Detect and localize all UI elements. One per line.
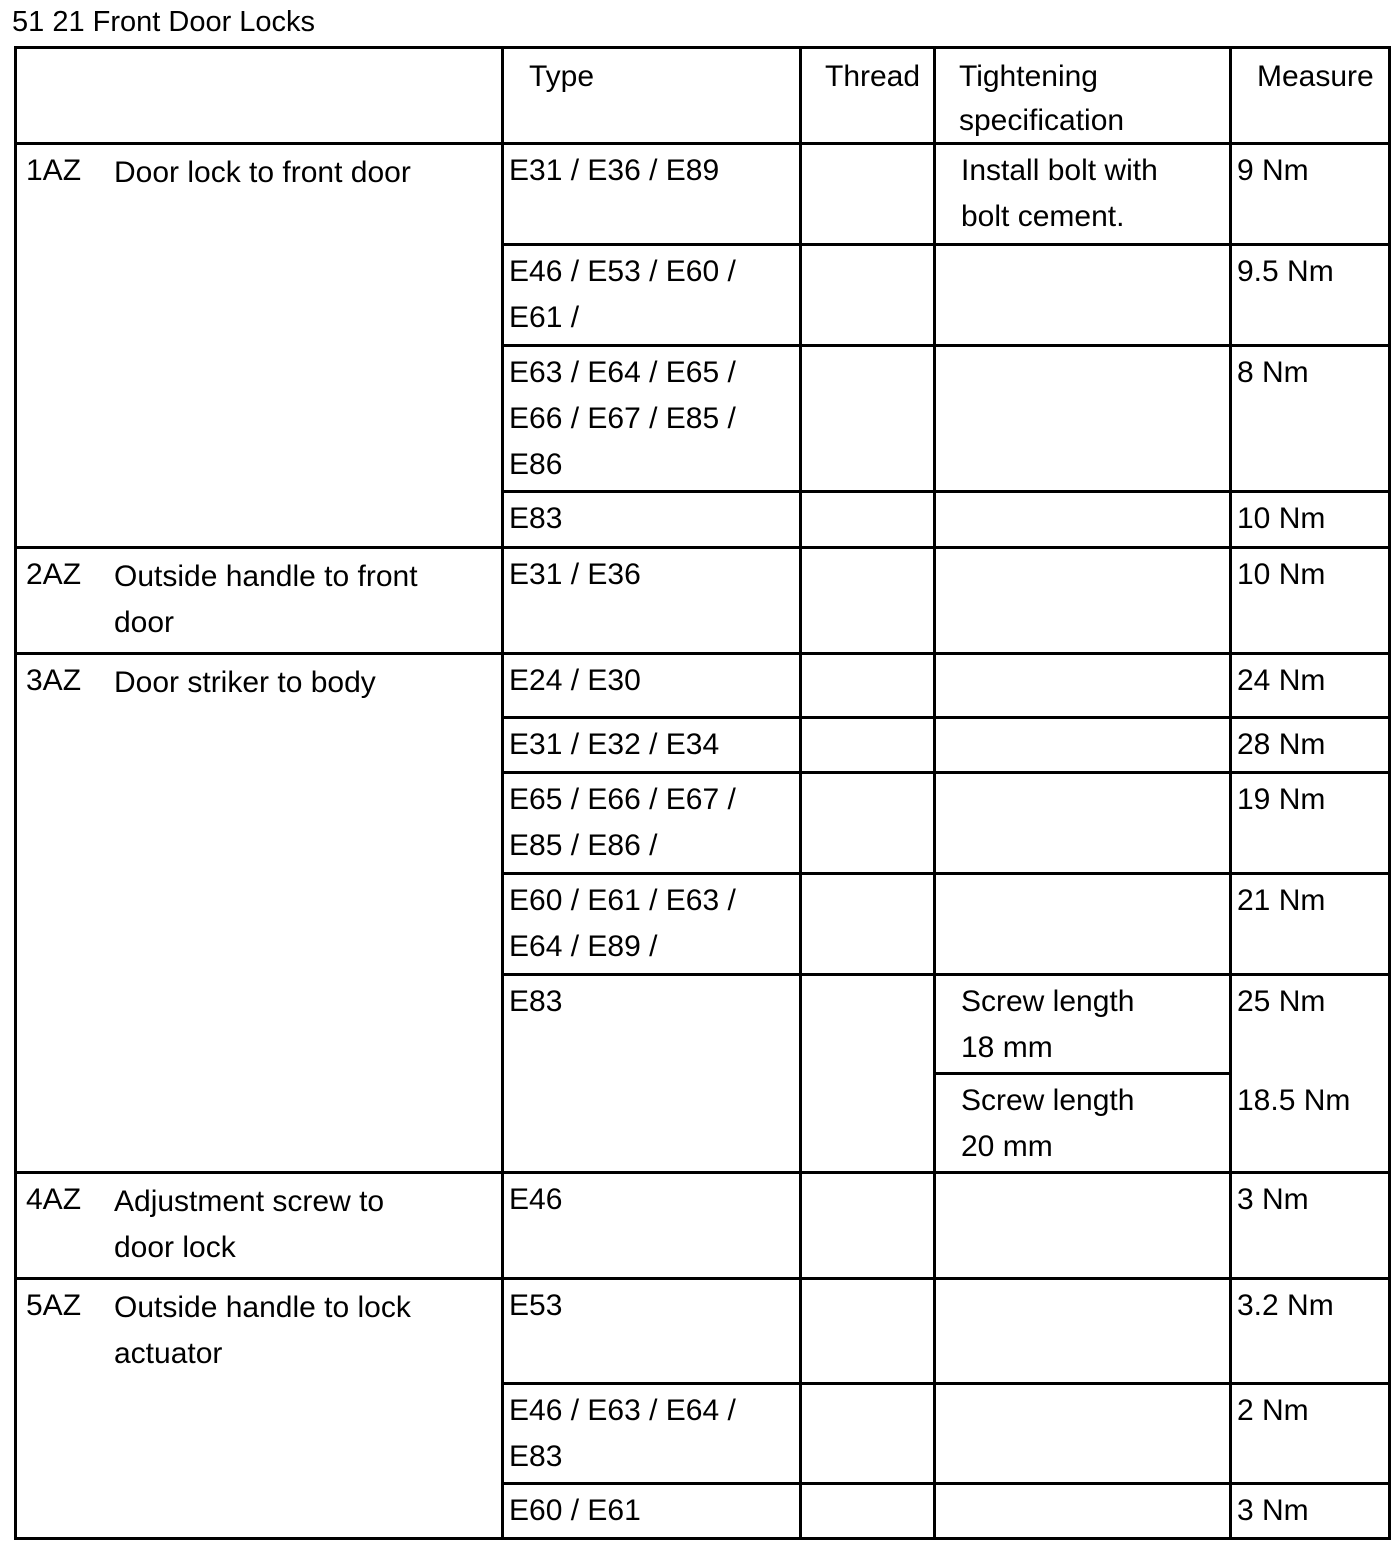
- type-cell: E46 / E53 / E60 /: [509, 255, 736, 288]
- row-rule: [799, 243, 933, 246]
- measure-cell: 10 Nm: [1237, 558, 1326, 591]
- type-cell: E31 / E36 / E89: [509, 154, 720, 187]
- group-code: 4AZ: [26, 1183, 82, 1216]
- type-cell: E83: [509, 502, 563, 535]
- row-rule: [933, 716, 1229, 719]
- type-cell: E24 / E30: [509, 664, 641, 697]
- row-rule: [1229, 1382, 1388, 1385]
- type-cell: E83: [509, 985, 563, 1018]
- row-rule: [933, 973, 1229, 976]
- header-measure: Measure: [1257, 60, 1374, 93]
- header-rule: [14, 142, 1388, 145]
- column-rule: [799, 46, 802, 1540]
- measure-cell: 3 Nm: [1237, 1494, 1309, 1527]
- header-type: Type: [529, 60, 595, 93]
- row-rule: [933, 1382, 1229, 1385]
- type-cell: E60 / E61 / E63 /: [509, 884, 736, 917]
- group-rule: [14, 546, 1388, 549]
- type-cell: E66 / E67 / E85 /: [509, 402, 736, 435]
- measure-cell: 9.5 Nm: [1237, 255, 1334, 288]
- row-rule: [1229, 344, 1388, 347]
- group-code: 1AZ: [26, 154, 82, 187]
- row-rule: [1229, 872, 1388, 875]
- row-rule: [933, 771, 1229, 774]
- type-cell: E86: [509, 448, 563, 481]
- row-rule: [501, 771, 799, 774]
- spec-cell: Screw length: [961, 1084, 1135, 1117]
- row-rule: [933, 490, 1229, 493]
- type-cell: E31 / E32 / E34: [509, 728, 720, 761]
- measure-cell: 3.2 Nm: [1237, 1289, 1334, 1322]
- row-rule: [799, 872, 933, 875]
- column-rule: [501, 46, 504, 1540]
- row-rule: [501, 973, 799, 976]
- type-cell: E46 / E63 / E64 /: [509, 1394, 736, 1427]
- spec-cell: Install bolt with: [961, 154, 1158, 187]
- measure-cell: 2 Nm: [1237, 1394, 1309, 1427]
- row-rule: [501, 1382, 799, 1385]
- table-border-bottom: [14, 1537, 1391, 1540]
- type-cell: E60 / E61: [509, 1494, 641, 1527]
- header-tightening: Tightening: [959, 60, 1098, 93]
- measure-cell: 3 Nm: [1237, 1183, 1309, 1216]
- group-rule: [14, 652, 1388, 655]
- measure-cell: 8 Nm: [1237, 356, 1309, 389]
- row-rule: [799, 1382, 933, 1385]
- group-description: Outside handle to lock: [114, 1291, 411, 1324]
- row-rule: [1229, 771, 1388, 774]
- measure-cell: 21 Nm: [1237, 884, 1326, 917]
- row-rule: [501, 243, 799, 246]
- group-description: Door striker to body: [114, 666, 376, 699]
- table-border-right: [1388, 46, 1391, 1540]
- type-cell: E85 / E86 /: [509, 829, 658, 862]
- group-description: actuator: [114, 1337, 223, 1370]
- row-rule: [799, 771, 933, 774]
- row-rule: [799, 1482, 933, 1485]
- type-cell: E63 / E64 / E65 /: [509, 356, 736, 389]
- row-rule: [799, 716, 933, 719]
- type-cell: E31 / E36: [509, 558, 641, 591]
- row-rule: [799, 344, 933, 347]
- group-rule: [14, 1171, 1388, 1174]
- row-rule: [501, 490, 799, 493]
- group-description: Adjustment screw to: [114, 1185, 385, 1218]
- row-rule: [1229, 716, 1388, 719]
- header-specification: specification: [959, 104, 1125, 137]
- row-rule: [933, 243, 1229, 246]
- measure-cell: 18.5 Nm: [1237, 1084, 1351, 1117]
- table-border-top: [14, 46, 1391, 49]
- row-rule: [1229, 973, 1388, 976]
- spec-cell: 18 mm: [961, 1031, 1053, 1064]
- type-cell: E65 / E66 / E67 /: [509, 783, 736, 816]
- measure-cell: 19 Nm: [1237, 783, 1326, 816]
- page-title: 51 21 Front Door Locks: [12, 6, 316, 38]
- spec-cell: bolt cement.: [961, 200, 1125, 233]
- column-rule: [933, 46, 936, 1540]
- row-rule: [799, 973, 933, 976]
- row-rule: [1229, 243, 1388, 246]
- row-rule: [501, 872, 799, 875]
- spec-cell: 20 mm: [961, 1130, 1053, 1163]
- group-description: Outside handle to front: [114, 560, 418, 593]
- measure-cell: 9 Nm: [1237, 154, 1309, 187]
- group-description: door: [114, 606, 175, 639]
- measure-cell: 10 Nm: [1237, 502, 1326, 535]
- type-cell: E46: [509, 1183, 563, 1216]
- group-description: door lock: [114, 1231, 236, 1264]
- group-code: 5AZ: [26, 1289, 82, 1322]
- header-thread: Thread: [825, 60, 921, 93]
- row-rule: [799, 490, 933, 493]
- column-rule: [1229, 46, 1232, 1540]
- type-cell: E64 / E89 /: [509, 930, 658, 963]
- group-description: Door lock to front door: [114, 156, 411, 189]
- table-border-left: [14, 46, 17, 1540]
- row-rule: [1229, 490, 1388, 493]
- row-rule: [933, 872, 1229, 875]
- row-rule: [933, 1072, 1229, 1075]
- row-rule: [501, 1482, 799, 1485]
- row-rule: [933, 1482, 1229, 1485]
- row-rule: [501, 344, 799, 347]
- row-rule: [501, 716, 799, 719]
- type-cell: E53: [509, 1289, 563, 1322]
- measure-cell: 25 Nm: [1237, 985, 1326, 1018]
- row-rule: [933, 344, 1229, 347]
- group-code: 2AZ: [26, 558, 82, 591]
- group-rule: [14, 1277, 1388, 1280]
- spec-cell: Screw length: [961, 985, 1135, 1018]
- row-rule: [1229, 1482, 1388, 1485]
- measure-cell: 24 Nm: [1237, 664, 1326, 697]
- type-cell: E61 /: [509, 301, 580, 334]
- measure-cell: 28 Nm: [1237, 728, 1326, 761]
- group-code: 3AZ: [26, 664, 82, 697]
- type-cell: E83: [509, 1440, 563, 1473]
